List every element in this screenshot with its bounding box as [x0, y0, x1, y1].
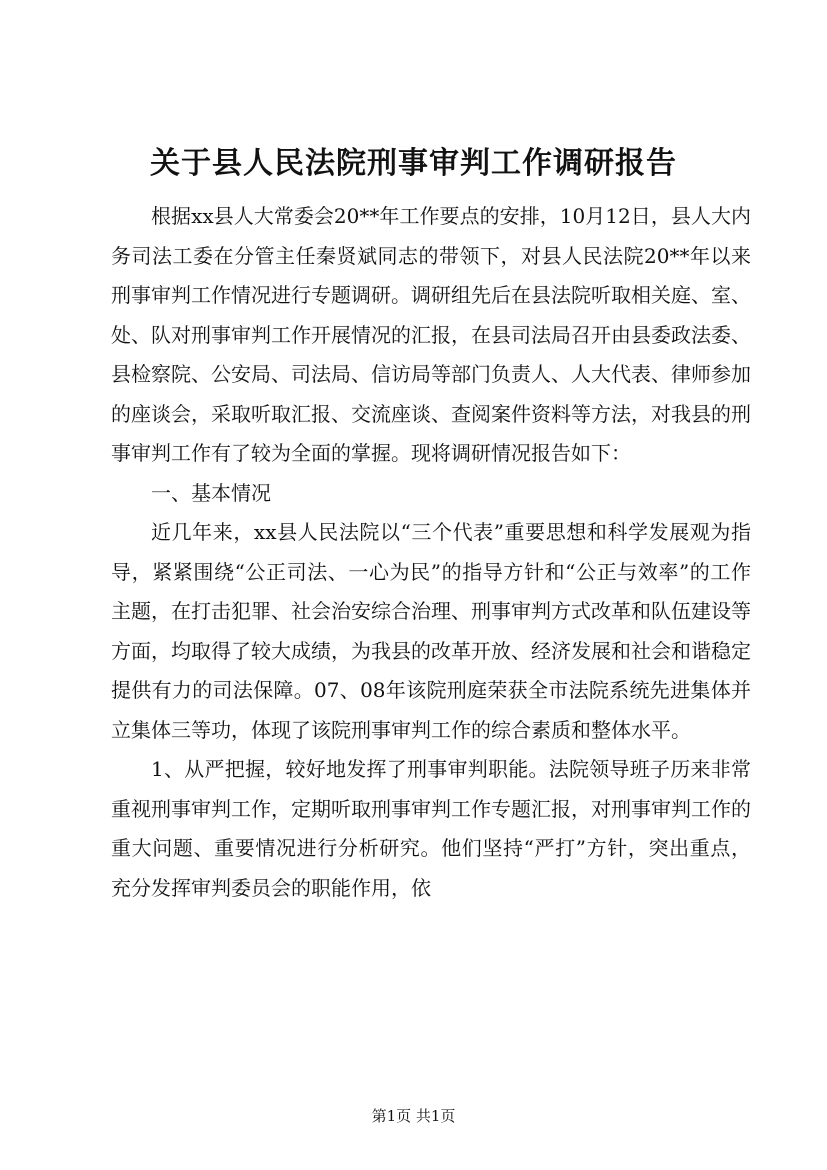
paragraph-overview: 近几年来，xx县人民法院以“三个代表”重要思想和科学发展观为指导，紧紧围绕“公正司法、一心为民”的指导方针和“公正与效率”的工作主题，在打击犯罪、社会治安综合治理、刑事审判方式改革和队伍建设等方面，均取得了较大成绩，为我县的改革开放、经济发展和社会和谐稳定提供有力的司法保障。07、08年该院刑庭荣获全市法院系统先进集体并立集体三等功，体现了该院刑事审判工作的综合素质和整体水平。: [111, 520, 751, 742]
paragraph-point-1: 1、从严把握，较好地发挥了刑事审判职能。法院领导班子历来非常重视刑事审判工作，定期听取刑事审判工作专题汇报，对刑事审判工作的重大问题、重要情况进行分析研究。他们坚持“严打”方针，突出重点，充分发挥审判委员会的职能作用，依: [111, 757, 751, 900]
document-body: [111, 197, 751, 908]
section-heading-basic-situation: 一、基本情况: [151, 480, 271, 505]
paragraph-intro: 根据xx县人大常委会20**年工作要点的安排，10月12日，县人大内务司法工委在分管主任秦贤斌同志的带领下，对县人民法院20**年以来刑事审判工作情况进行专题调研。调研组先后在县法院听取相关庭、室、处、队对刑事审判工作开展情况的汇报，在县司法局召开由县委政法委、县检察院、公安局、司法局、信访局等部门负责人、人大代表、律师参加的座谈会，采取听取汇报、交流座谈、查阅案件资料等方法，对我县的刑事审判工作有了较为全面的掌握。现将调研情况报告如下：: [111, 204, 751, 465]
page-footer: 第1页 共1页: [371, 1107, 456, 1125]
document-title: 关于县人民法院刑事审判工作调研报告: [150, 146, 677, 181]
